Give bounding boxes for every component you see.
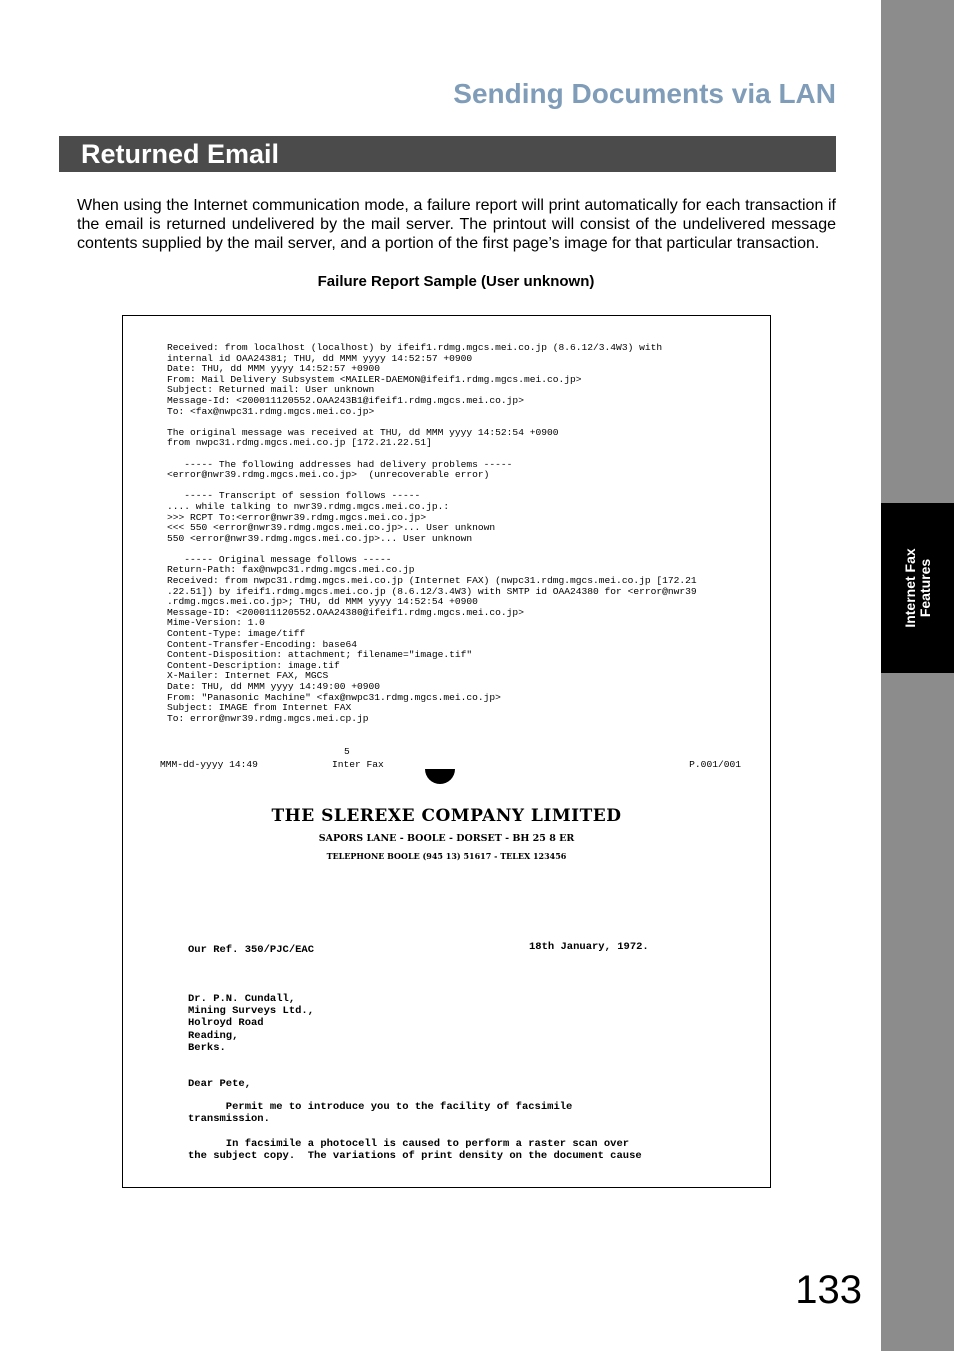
email-line: .... while talking to nwr39.rdmg.mgcs.mei.co.jp.:: [167, 500, 450, 512]
section-title: Sending Documents via LAN: [453, 78, 836, 109]
email-line: Content-Description: image.tif: [167, 659, 340, 671]
letter-date: 18th January, 1972.: [529, 941, 649, 953]
company-name: THE SLEREXE COMPANY LIMITED: [271, 806, 622, 826]
page-heading: Returned Email: [81, 139, 280, 169]
email-line: .22.51]) by ifeif1.rdmg.mgcs.mei.co.jp (8.6.12/3.4W3) with SMTP id OAA24380 for <error@nwr39: [167, 585, 697, 597]
letter-salutation: Dear Pete,: [188, 1078, 252, 1090]
email-line: Received: from localhost (localhost) by ifeif1.rdmg.mgcs.mei.co.jp (8.6.12/3.4W3) with: [167, 342, 663, 353]
title-bar: [59, 136, 836, 172]
email-line: To: <fax@nwpc31.rdmg.mgcs.mei.co.jp>: [167, 405, 375, 417]
email-line: from nwpc31.rdmg.mgcs.mei.co.jp [172.21.22.51]: [167, 437, 432, 449]
email-line: The original message was received at THU, dd MMM yyyy 14:52:54 +0900: [167, 426, 559, 438]
email-line: Content-Transfer-Encoding: base64: [167, 638, 357, 650]
email-line: Mime-Version: 1.0: [167, 617, 265, 629]
letter-recipient: Dr. P.N. Cundall, Mining Surveys Ltd., Holroyd Road Reading, Berks.: [188, 993, 315, 1054]
page-number: 133: [795, 1268, 862, 1312]
email-line: From: Mail Delivery Subsystem <MAILER-DAEMON@ifeif1.rdmg.mgcs.mei.co.jp>: [167, 373, 582, 385]
company-address: SAPORS LANE - BOOLE - DORSET - BH 25 8 ER: [318, 833, 575, 844]
email-line: Content-Disposition: attachment; filename="image.tif": [167, 649, 473, 661]
email-line: ----- Original message follows -----: [184, 553, 392, 565]
fax-page-count: P.001/001: [689, 759, 741, 770]
email-line: <error@nwr39.rdmg.mgcs.mei.co.jp> (unrecoverable error): [167, 469, 490, 481]
chapter-tab-line1: Internet Fax: [901, 548, 918, 628]
chapter-tab-label: [903, 548, 933, 627]
email-line: 550 <error@nwr39.rdmg.mgcs.mei.co.jp>... User unknown: [167, 532, 473, 544]
email-line: Date: THU, dd MMM yyyy 14:52:57 +0900: [167, 363, 381, 375]
figure-caption: Failure Report Sample (User unknown): [317, 273, 595, 290]
email-line: Return-Path: fax@nwpc31.rdmg.mgcs.mei.co.jp: [167, 564, 415, 576]
fax-sender-name: Inter Fax: [332, 759, 384, 770]
letter-paragraph-1: Permit me to introduce you to the facility of facsimile transmission.: [188, 1101, 573, 1126]
company-telephone: TELEPHONE BOOLE (945 13) 51617 - TELEX 123456: [326, 851, 567, 861]
chapter-tab[interactable]: [881, 503, 954, 673]
email-line: Subject: Returned mail: User unknown: [167, 384, 375, 396]
email-line: Date: THU, dd MMM yyyy 14:49:00 +0900: [167, 681, 381, 692]
email-line: From: "Panasonic Machine" <fax@nwpc31.rdmg.mgcs.mei.co.jp>: [167, 691, 501, 703]
email-line: Message-ID: <200011120552.OAA24380@ifeif1.rdmg.mgcs.mei.co.jp>: [167, 606, 524, 618]
side-strip: [881, 0, 954, 1351]
email-line: ----- The following addresses had delivery problems -----: [184, 458, 513, 470]
email-line: ----- Transcript of session follows -----: [184, 490, 421, 502]
email-line: X-Mailer: Internet FAX, MGCS: [167, 670, 329, 682]
email-line: Subject: IMAGE from Internet FAX: [167, 702, 352, 714]
email-line: internal id OAA24381; THU, dd MMM yyyy 14:52:57 +0900: [167, 352, 473, 364]
email-line: .rdmg.mgcs.mei.co.jp>; THU, dd MMM yyyy 14:52:54 +0900: [167, 596, 478, 608]
intro-paragraph: When using the Internet communication mode, a failure report will print automatically for each transaction if the email is returned undelivered by the mail server. The printout will consist of the undelivered message contents supplied by the mail server, and a portion of the first page’s image for that particular transaction.: [77, 197, 836, 252]
email-line: To: error@nwr39.rdmg.mgcs.mei.cp.jp: [167, 712, 369, 724]
email-line: >>> RCPT To:<error@nwr39.rdmg.mgcs.mei.co.jp>: [167, 511, 427, 523]
chapter-tab-line2: Features: [916, 558, 933, 618]
failure-report-sample: [122, 315, 771, 1188]
fax-page-indicator: 5: [344, 746, 350, 757]
fax-datetime: MMM-dd-yyyy 14:49: [160, 759, 258, 770]
company-logo-icon: [425, 769, 455, 784]
letter-reference: Our Ref. 350/PJC/EAC: [188, 944, 315, 956]
email-line: Message-Id: <200011120552.OAA243B1@ifeif1.rdmg.mgcs.mei.co.jp>: [167, 394, 524, 406]
email-line: Content-Type: image/tiff: [167, 628, 306, 640]
email-line: <<< 550 <error@nwr39.rdmg.mgcs.mei.co.jp>... User unknown: [167, 522, 496, 534]
letter-paragraph-2: In facsimile a photocell is caused to perform a raster scan over the subject copy. The variations of print density on the document cause: [188, 1138, 642, 1163]
email-line: Received: from nwpc31.rdmg.mgcs.mei.co.jp (Internet FAX) (nwpc31.rdmg.mgcs.mei.co.jp [172.21: [167, 575, 697, 587]
email-headers: [167, 343, 697, 724]
